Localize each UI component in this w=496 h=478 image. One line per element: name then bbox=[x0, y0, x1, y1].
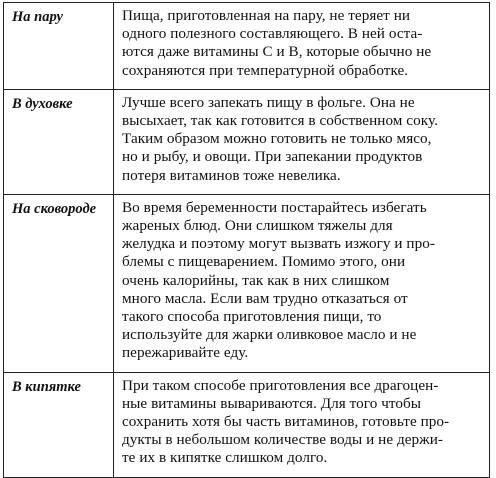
description-line: дукты в небольшом количестве воды и не держи- bbox=[122, 431, 443, 449]
description-line: Пища, приготовленная на пару, не теряет ни bbox=[122, 7, 411, 24]
description-line: При таком способе приготовления все драгоцен- bbox=[122, 376, 439, 394]
description-line: ются даже витамины С и В, которые обычно не bbox=[122, 43, 432, 61]
description-line: такого способа приготовления пищи, то bbox=[122, 308, 382, 326]
method-description-cell bbox=[114, 372, 490, 477]
description-line: пережаривайте еду. bbox=[122, 344, 249, 362]
description-line: очень калорийны, так как в них слишком bbox=[122, 271, 390, 289]
description-line: но и рыбу, и овощи. При запекании продуктов bbox=[122, 148, 423, 166]
method-name-cell: В духовке bbox=[4, 89, 114, 194]
description-line: много масла. Если вам трудно отказаться от bbox=[122, 289, 408, 307]
description-line: Лучше всего запекать пищу в фольге. Она не bbox=[122, 93, 415, 111]
method-description-cell bbox=[114, 194, 490, 372]
table-row bbox=[4, 194, 490, 372]
table-row bbox=[4, 372, 490, 477]
description-line: сохранить хотя бы часть витаминов, готовьте про- bbox=[122, 413, 450, 431]
description-line: Таким образом можно готовить не только мясо, bbox=[122, 130, 432, 148]
description-line: потеря витаминов тоже невелика. bbox=[122, 166, 341, 184]
description-line: Во время беременности постарайтесь избегать bbox=[122, 198, 427, 216]
table-row bbox=[4, 89, 490, 194]
method-description-cell bbox=[114, 3, 490, 90]
description-line: жареных блюд. Они слишком тяжелы для bbox=[122, 217, 393, 235]
cooking-methods-table bbox=[3, 2, 490, 478]
method-description-cell bbox=[114, 89, 490, 194]
table-row bbox=[4, 3, 490, 90]
description-line: блемы с пищеварением. Помимо этого, они bbox=[122, 253, 406, 271]
method-name-cell: В кипятке bbox=[4, 372, 114, 477]
description-line: желудка и поэтому могут вызвать изжогу и про- bbox=[122, 235, 435, 253]
description-line: высыхает, так как готовится в собственном соку. bbox=[122, 112, 438, 130]
method-name-cell: На сковороде bbox=[4, 194, 114, 372]
description-line: сохраняются при температурной обработке. bbox=[122, 61, 409, 79]
description-line: те их в кипятке слишком долго. bbox=[122, 449, 328, 467]
description-line: используйте для жарки оливковое масло и не bbox=[122, 326, 417, 344]
method-name-cell: На пару bbox=[4, 3, 114, 90]
description-line: одного полезного составляющего. В ней оста- bbox=[122, 25, 423, 43]
description-line: ные витамины вывариваются. Для того чтобы bbox=[122, 394, 422, 412]
